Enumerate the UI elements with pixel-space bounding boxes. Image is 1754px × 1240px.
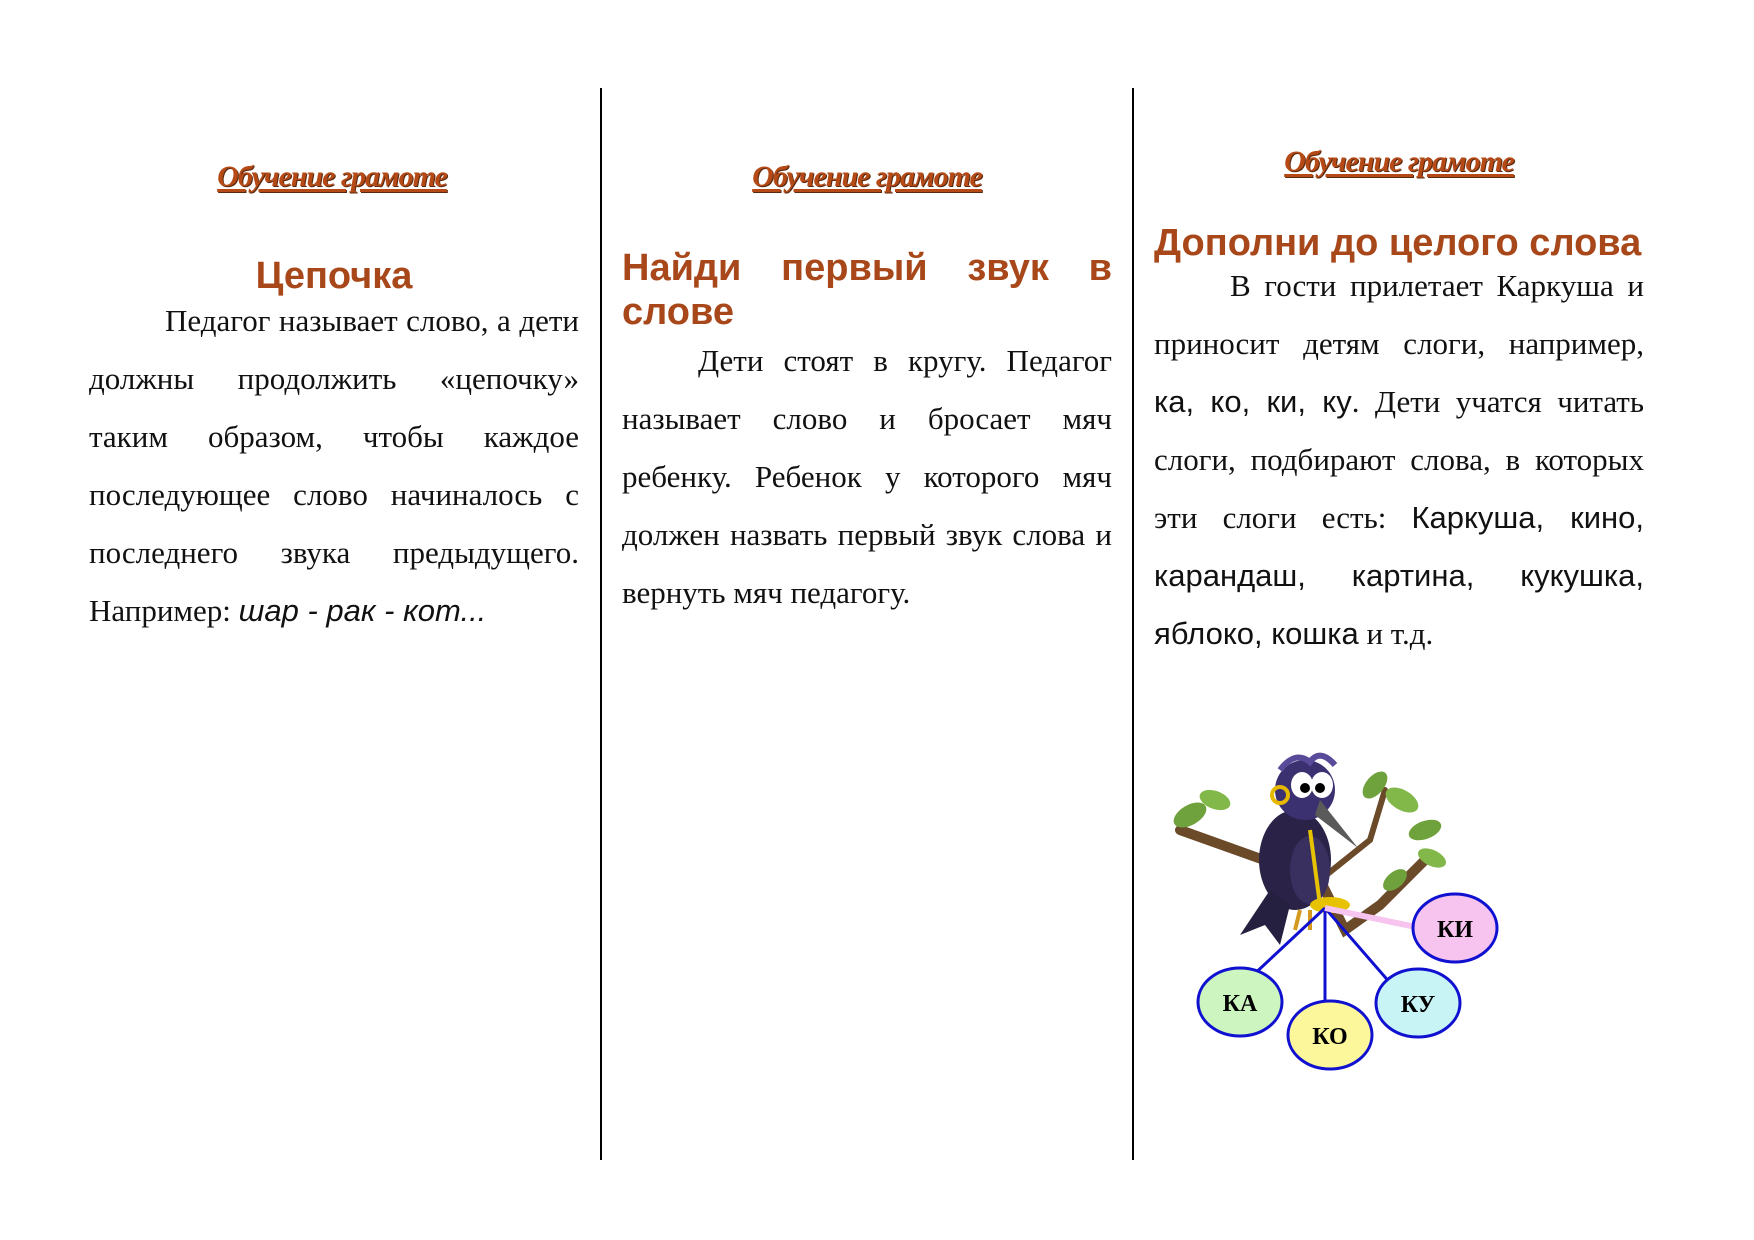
syllable-bubble-ki [1413,894,1497,962]
karkusha-syllables-illustration [1170,730,1550,1080]
column-first-sound [622,160,1112,622]
column-complete-word [1154,145,1644,663]
subject-heading: Обучение грамоте [217,160,447,193]
syllable-bubble-ka [1198,968,1282,1036]
subject-heading: Обучение грамоте [1284,145,1514,178]
description-text: Дети стоят в кругу. Педагог называет слово и бросает мяч ребенку. Ребенок у которого мяч должен назвать первый звук слова и вернуть мяч педагогу. [622,343,1112,610]
game-title: Дополни до целого слова [1154,222,1642,264]
description-text-end: и т.д. [1358,616,1434,651]
game-title: Цепочка [255,255,413,297]
example-words: Каркуша, кино, карандаш, картина, кукушка, яблоко, кошка [1154,500,1644,651]
subject-heading: Обучение грамоте [752,160,982,193]
game-title: Найди первый звук в слове [622,247,1112,333]
column-chain [89,160,579,640]
description-text-b: . Дети учатся читать слоги, подбирают слова, в которых эти слоги есть: [1154,384,1644,535]
syllables-inline: ка, ко, ки, ку [1154,384,1352,419]
column-divider-left [600,88,602,1160]
game-description [622,332,1112,622]
syllable-bubble-ku [1376,969,1460,1037]
bubble-label: КА [1222,991,1258,1017]
bubble-label: КО [1312,1024,1348,1050]
game-description [89,292,579,640]
column-divider-right [1132,88,1134,1160]
description-text-a: В гости прилетает Каркуша и приносит детям слоги, например, [1154,268,1644,361]
example-words: шар - рак - кот... [238,593,487,628]
bubble-label: КУ [1400,992,1436,1018]
syllable-bubble-ko [1288,1001,1372,1069]
bubble-label: КИ [1436,917,1474,943]
description-text: Педагог называет слово, а дети должны продолжить «цепочку» таким образом, чтобы каждое последующее слово начиналось с последнего звука предыдущего. Например: [89,303,579,628]
game-description [1154,257,1644,663]
